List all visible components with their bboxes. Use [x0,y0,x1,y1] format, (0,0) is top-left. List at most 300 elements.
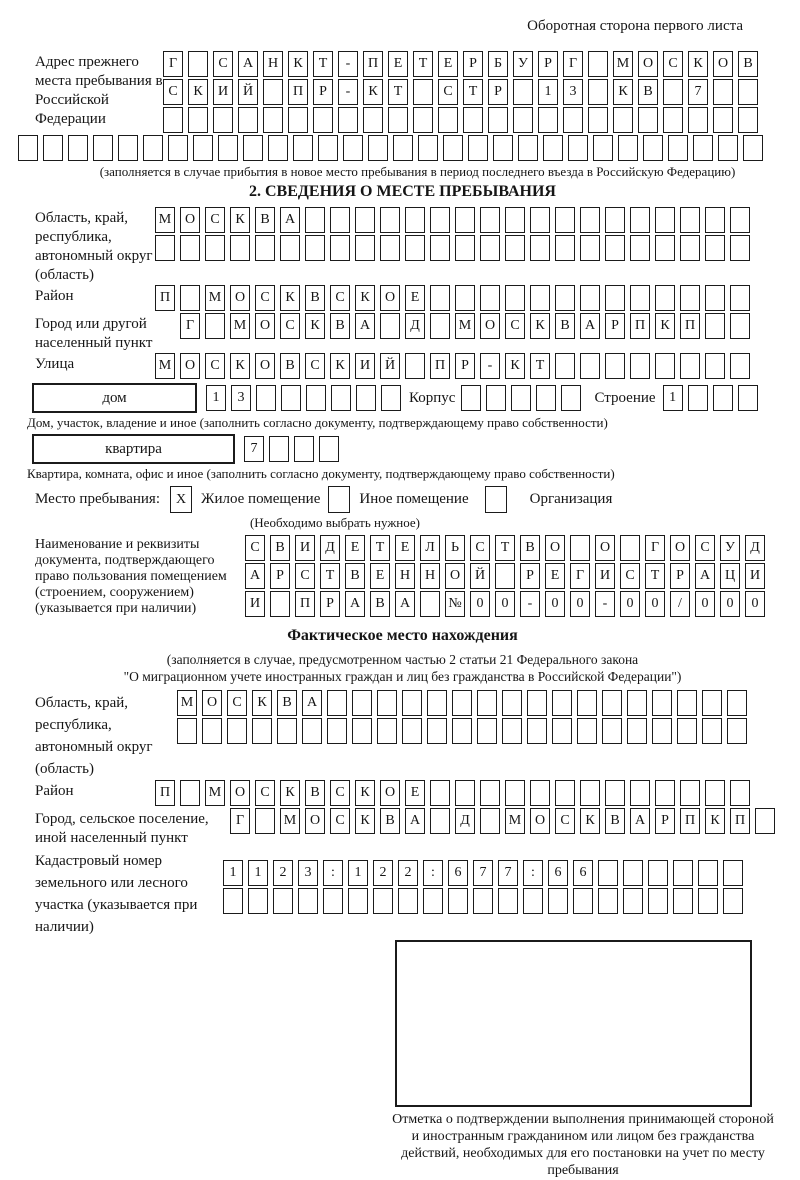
char-box[interactable] [355,207,375,233]
char-box[interactable]: В [380,808,400,834]
char-box[interactable]: : [523,860,543,886]
char-box[interactable]: 2 [398,860,418,886]
char-box[interactable]: П [430,353,450,379]
char-box[interactable] [630,780,650,806]
char-box[interactable]: 2 [273,860,293,886]
char-box[interactable] [530,780,550,806]
char-box[interactable] [455,235,475,261]
char-box[interactable]: О [230,285,250,311]
char-box[interactable]: Т [530,353,550,379]
char-box[interactable] [580,353,600,379]
char-box[interactable]: Д [455,808,475,834]
char-box[interactable]: А [630,808,650,834]
char-box[interactable]: Г [230,808,250,834]
char-box[interactable]: К [530,313,550,339]
char-box[interactable] [281,385,301,411]
char-box[interactable]: С [305,353,325,379]
char-box[interactable]: В [280,353,300,379]
char-box[interactable]: Т [388,79,408,105]
char-box[interactable] [663,79,683,105]
char-box[interactable] [538,107,558,133]
char-box[interactable] [269,436,289,462]
char-box[interactable]: Г [163,51,183,77]
char-box[interactable]: - [520,591,540,617]
char-box[interactable] [723,860,743,886]
char-box[interactable] [480,285,500,311]
char-box[interactable] [605,780,625,806]
char-box[interactable]: К [613,79,633,105]
char-box[interactable] [430,808,450,834]
char-box[interactable] [513,107,533,133]
char-box[interactable]: 3 [298,860,318,886]
char-box[interactable] [561,385,581,411]
char-box[interactable]: И [355,353,375,379]
char-box[interactable]: Р [520,563,540,589]
char-box[interactable]: О [670,535,690,561]
char-box[interactable]: Р [320,591,340,617]
char-box[interactable]: П [730,808,750,834]
char-box[interactable] [430,285,450,311]
char-box[interactable] [381,385,401,411]
char-box[interactable] [430,313,450,339]
char-box[interactable]: С [330,780,350,806]
char-box[interactable]: П [680,808,700,834]
char-box[interactable]: В [370,591,390,617]
char-box[interactable]: К [305,313,325,339]
char-box[interactable]: К [230,353,250,379]
char-box[interactable] [577,718,597,744]
char-box[interactable]: Г [570,563,590,589]
char-box[interactable]: В [738,51,758,77]
char-box[interactable] [302,718,322,744]
char-box[interactable]: С [205,353,225,379]
char-box[interactable] [511,385,531,411]
char-box[interactable] [555,780,575,806]
char-box[interactable]: 0 [570,591,590,617]
char-box[interactable]: Т [320,563,340,589]
char-box[interactable]: С [330,285,350,311]
char-box[interactable] [338,107,358,133]
char-box[interactable]: О [255,313,275,339]
char-box[interactable] [330,235,350,261]
char-box[interactable]: И [295,535,315,561]
char-box[interactable] [430,780,450,806]
char-box[interactable]: Й [470,563,490,589]
char-box[interactable] [293,135,313,161]
char-box[interactable] [480,235,500,261]
char-box[interactable]: К [230,207,250,233]
char-box[interactable]: 0 [470,591,490,617]
char-box[interactable] [552,718,572,744]
char-box[interactable]: 2 [373,860,393,886]
char-box[interactable] [448,888,468,914]
char-box[interactable] [580,235,600,261]
char-box[interactable]: 1 [206,385,226,411]
char-box[interactable]: Г [180,313,200,339]
char-box[interactable]: Т [413,51,433,77]
char-box[interactable]: Е [395,535,415,561]
char-box[interactable]: 0 [695,591,715,617]
char-box[interactable] [552,690,572,716]
char-box[interactable] [427,718,447,744]
char-box[interactable] [413,79,433,105]
char-box[interactable]: К [705,808,725,834]
char-box[interactable]: С [330,808,350,834]
char-box[interactable]: Д [320,535,340,561]
char-box[interactable] [680,353,700,379]
char-box[interactable]: А [245,563,265,589]
char-box[interactable] [573,888,593,914]
char-box[interactable]: Н [395,563,415,589]
char-box[interactable] [327,690,347,716]
char-box[interactable] [327,718,347,744]
char-box[interactable] [427,690,447,716]
char-box[interactable] [730,207,750,233]
char-box[interactable]: Ц [720,563,740,589]
char-box[interactable] [188,107,208,133]
char-box[interactable] [530,235,550,261]
char-box[interactable] [405,353,425,379]
char-box[interactable]: О [380,780,400,806]
char-box[interactable]: Г [563,51,583,77]
char-box[interactable] [188,51,208,77]
char-box[interactable] [505,235,525,261]
char-box[interactable]: 7 [498,860,518,886]
char-box[interactable] [630,207,650,233]
char-box[interactable] [252,718,272,744]
char-box[interactable]: С [505,313,525,339]
char-box[interactable] [555,353,575,379]
char-box[interactable] [580,285,600,311]
char-box[interactable] [363,107,383,133]
char-box[interactable] [305,235,325,261]
char-box[interactable] [648,888,668,914]
char-box[interactable] [588,79,608,105]
char-box[interactable] [180,285,200,311]
char-box[interactable]: П [680,313,700,339]
char-box[interactable] [580,780,600,806]
char-box[interactable] [530,285,550,311]
char-box[interactable]: О [180,207,200,233]
char-box[interactable]: Е [405,780,425,806]
char-box[interactable]: М [177,690,197,716]
char-box[interactable]: К [363,79,383,105]
char-box[interactable] [605,235,625,261]
char-box[interactable] [155,235,175,261]
char-box[interactable]: М [205,285,225,311]
char-box[interactable] [702,690,722,716]
char-box[interactable] [348,888,368,914]
char-box[interactable] [593,135,613,161]
char-box[interactable]: М [613,51,633,77]
char-box[interactable] [230,235,250,261]
char-box[interactable]: В [520,535,540,561]
char-box[interactable] [705,313,725,339]
char-box[interactable] [377,690,397,716]
char-box[interactable]: 0 [495,591,515,617]
char-box[interactable] [268,135,288,161]
char-box[interactable]: О [230,780,250,806]
char-box[interactable]: Р [655,808,675,834]
char-box[interactable] [652,690,672,716]
char-box[interactable] [438,107,458,133]
char-box[interactable]: В [255,207,275,233]
char-box[interactable] [605,285,625,311]
char-box[interactable] [455,207,475,233]
char-box[interactable] [627,718,647,744]
char-box[interactable]: В [305,780,325,806]
char-box[interactable] [319,436,339,462]
char-box[interactable] [677,690,697,716]
char-box[interactable] [343,135,363,161]
char-box[interactable] [255,235,275,261]
char-box[interactable] [202,718,222,744]
char-box[interactable]: Й [238,79,258,105]
char-box[interactable] [455,285,475,311]
char-box[interactable]: С [255,780,275,806]
char-box[interactable]: Л [420,535,440,561]
char-box[interactable] [543,135,563,161]
char-box[interactable] [738,79,758,105]
char-box[interactable]: О [180,353,200,379]
char-box[interactable]: Е [405,285,425,311]
char-box[interactable]: А [345,591,365,617]
char-box[interactable] [423,888,443,914]
char-box[interactable]: О [530,808,550,834]
char-box[interactable] [527,718,547,744]
char-box[interactable]: 1 [348,860,368,886]
char-box[interactable] [306,385,326,411]
char-box[interactable] [518,135,538,161]
char-box[interactable] [168,135,188,161]
char-box[interactable]: 1 [248,860,268,886]
char-box[interactable] [430,207,450,233]
char-box[interactable] [430,235,450,261]
char-box[interactable]: - [338,79,358,105]
char-box[interactable] [738,385,758,411]
char-box[interactable]: - [595,591,615,617]
char-box[interactable]: С [620,563,640,589]
char-box[interactable] [393,135,413,161]
char-box[interactable]: Р [270,563,290,589]
char-box[interactable]: № [445,591,465,617]
char-box[interactable] [655,353,675,379]
char-box[interactable]: 7 [473,860,493,886]
char-box[interactable]: 6 [548,860,568,886]
char-box[interactable] [705,353,725,379]
char-box[interactable]: К [505,353,525,379]
char-box[interactable] [402,718,422,744]
char-box[interactable] [498,888,518,914]
char-box[interactable] [305,207,325,233]
char-box[interactable] [527,690,547,716]
char-box[interactable] [648,860,668,886]
char-box[interactable]: Е [545,563,565,589]
char-box[interactable] [68,135,88,161]
char-box[interactable]: 7 [244,436,264,462]
char-box[interactable] [727,690,747,716]
char-box[interactable] [688,385,708,411]
char-box[interactable] [602,718,622,744]
char-box[interactable] [705,235,725,261]
char-box[interactable] [680,207,700,233]
char-box[interactable] [673,888,693,914]
char-box[interactable] [243,135,263,161]
char-box[interactable] [680,285,700,311]
char-box[interactable] [452,690,472,716]
char-box[interactable]: О [380,285,400,311]
char-box[interactable] [288,107,308,133]
char-box[interactable]: 1 [663,385,683,411]
char-box[interactable]: А [695,563,715,589]
char-box[interactable]: Е [370,563,390,589]
char-box[interactable] [530,207,550,233]
char-box[interactable] [630,235,650,261]
char-box[interactable] [588,51,608,77]
char-box[interactable] [473,888,493,914]
char-box[interactable] [368,135,388,161]
char-box[interactable]: К [188,79,208,105]
char-box[interactable]: 0 [545,591,565,617]
char-box[interactable] [713,107,733,133]
char-box[interactable] [180,780,200,806]
char-box[interactable]: Т [463,79,483,105]
char-box[interactable]: С [245,535,265,561]
char-box[interactable] [577,690,597,716]
char-box[interactable] [388,107,408,133]
char-box[interactable]: И [745,563,765,589]
char-box[interactable]: К [280,780,300,806]
char-box[interactable] [355,235,375,261]
char-box[interactable]: В [605,808,625,834]
char-box[interactable]: 0 [720,591,740,617]
char-box[interactable] [223,888,243,914]
char-box[interactable]: О [545,535,565,561]
char-box[interactable]: А [395,591,415,617]
char-box[interactable] [655,285,675,311]
char-box[interactable] [705,780,725,806]
char-box[interactable]: С [213,51,233,77]
char-box[interactable] [713,385,733,411]
char-box[interactable] [602,690,622,716]
char-box[interactable] [605,353,625,379]
char-box[interactable]: А [302,690,322,716]
char-box[interactable] [227,718,247,744]
char-box[interactable]: : [323,860,343,886]
char-box[interactable]: Д [745,535,765,561]
char-box[interactable] [613,107,633,133]
char-box[interactable] [255,808,275,834]
char-box[interactable] [570,535,590,561]
char-box[interactable] [413,107,433,133]
char-box[interactable] [418,135,438,161]
char-box[interactable]: К [355,808,375,834]
char-box[interactable] [480,808,500,834]
char-box[interactable] [523,888,543,914]
char-box[interactable]: О [713,51,733,77]
char-box[interactable]: В [270,535,290,561]
char-box[interactable] [495,563,515,589]
char-box[interactable] [273,888,293,914]
char-box[interactable] [755,808,775,834]
char-box[interactable]: 6 [448,860,468,886]
char-box[interactable]: 1 [223,860,243,886]
char-box[interactable] [118,135,138,161]
char-box[interactable] [655,780,675,806]
char-box[interactable] [443,135,463,161]
char-box[interactable] [743,135,763,161]
char-box[interactable] [93,135,113,161]
char-box[interactable]: К [288,51,308,77]
char-box[interactable]: 7 [688,79,708,105]
char-box[interactable]: К [280,285,300,311]
char-box[interactable] [480,780,500,806]
char-box[interactable]: М [155,207,175,233]
char-box[interactable] [548,888,568,914]
char-box[interactable] [693,135,713,161]
char-box[interactable]: 0 [620,591,640,617]
char-box[interactable] [668,135,688,161]
char-box[interactable]: А [280,207,300,233]
char-box[interactable] [398,888,418,914]
char-box[interactable] [555,207,575,233]
char-box[interactable]: Т [370,535,390,561]
char-box[interactable] [623,888,643,914]
char-box[interactable]: Д [405,313,425,339]
char-box[interactable]: Т [313,51,333,77]
char-box[interactable]: Р [538,51,558,77]
char-box[interactable]: С [663,51,683,77]
char-box[interactable]: 0 [745,591,765,617]
char-box[interactable]: О [445,563,465,589]
char-box[interactable] [463,107,483,133]
char-box[interactable] [655,207,675,233]
char-box[interactable] [568,135,588,161]
char-box[interactable] [630,353,650,379]
char-box[interactable]: П [155,285,175,311]
char-box[interactable] [318,135,338,161]
char-box[interactable] [643,135,663,161]
char-box[interactable]: / [670,591,690,617]
char-box[interactable] [213,107,233,133]
char-box[interactable] [263,107,283,133]
char-box[interactable]: К [252,690,272,716]
char-box[interactable] [505,285,525,311]
checkbox-organizatsiya[interactable] [485,486,507,513]
char-box[interactable] [705,285,725,311]
char-box[interactable] [193,135,213,161]
apartment-field-label-box[interactable]: квартира [32,434,235,464]
char-box[interactable]: И [245,591,265,617]
char-box[interactable] [43,135,63,161]
char-box[interactable]: Т [495,535,515,561]
char-box[interactable] [380,207,400,233]
char-box[interactable]: О [480,313,500,339]
checkbox-zhiloe[interactable]: X [170,486,192,513]
char-box[interactable]: П [630,313,650,339]
char-box[interactable] [730,285,750,311]
char-box[interactable] [356,385,376,411]
char-box[interactable]: Т [645,563,665,589]
char-box[interactable] [238,107,258,133]
char-box[interactable]: М [455,313,475,339]
char-box[interactable]: Е [345,535,365,561]
char-box[interactable] [702,718,722,744]
char-box[interactable] [488,107,508,133]
char-box[interactable] [218,135,238,161]
char-box[interactable]: А [355,313,375,339]
char-box[interactable]: С [295,563,315,589]
